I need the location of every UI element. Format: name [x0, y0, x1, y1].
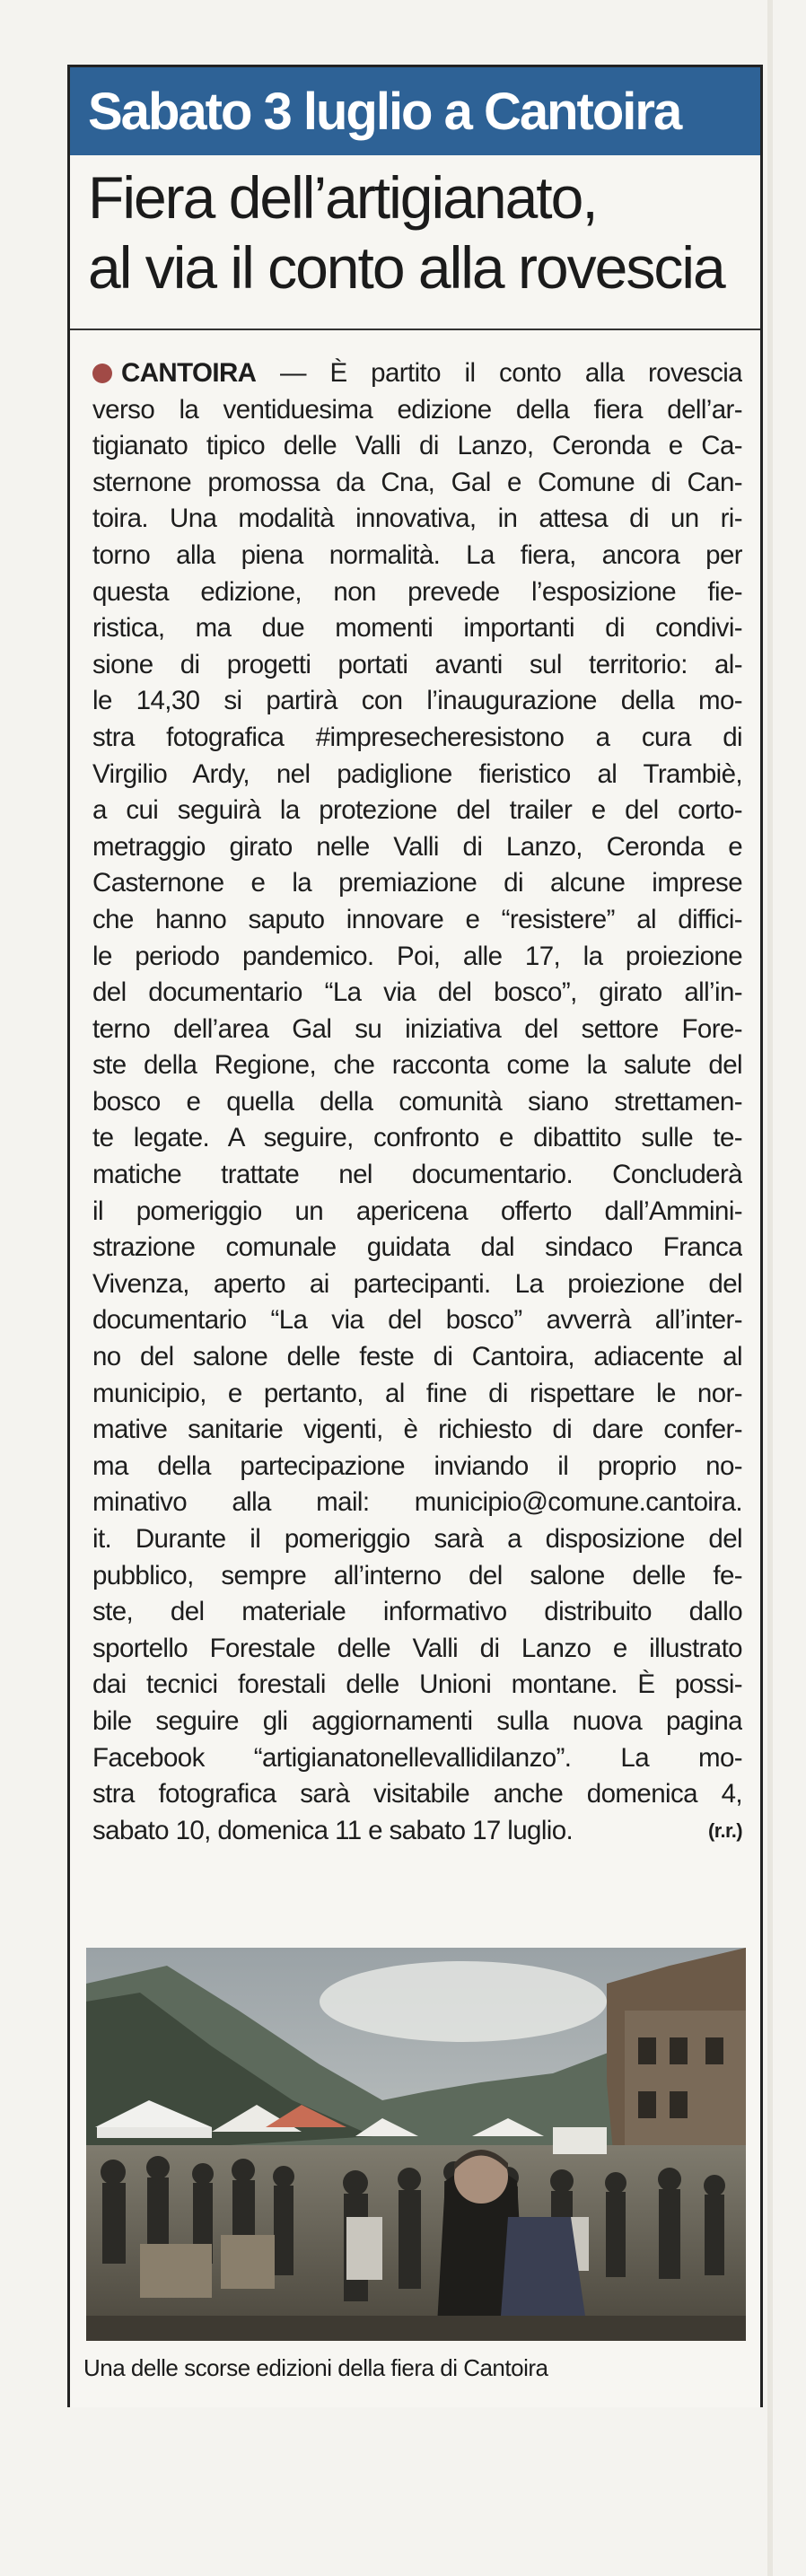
- body-line: — È partito il conto alla rovescia: [256, 358, 742, 388]
- body-line: [92, 465, 742, 502]
- body-line-text: verso la ventiduesima edizione della fiera dell’ar-: [92, 394, 742, 425]
- body-line-text: minativo alla mail: municipio@comune.cantoira.: [92, 1487, 742, 1518]
- body-line-text: mative sanitarie vigenti, è richiesto di dare confer-: [92, 1415, 742, 1445]
- body-line-text: tigianato tipico delle Valli di Lanzo, Ceronda e Ca-: [92, 431, 742, 461]
- body-line: [92, 538, 742, 574]
- body-line-text: le 14,30 si partirà con l’inaugurazione della mo-: [92, 686, 742, 716]
- body-line: [92, 975, 742, 1012]
- body-line: [92, 757, 742, 793]
- body-line-text: stra fotografica sarà visitabile anche domenica 4,: [92, 1779, 742, 1809]
- body-line: [92, 392, 742, 429]
- body-line: [92, 574, 742, 611]
- body-line-text: strazione comunale guidata dal sindaco Franca: [92, 1232, 742, 1263]
- body-line: [92, 1631, 742, 1668]
- body-line-text: toira. Una modalità innovativa, in attesa di un ri-: [92, 504, 742, 534]
- body-line: [92, 1558, 742, 1595]
- body-line: [92, 1157, 742, 1194]
- body-line: [92, 829, 742, 866]
- body-line: [92, 647, 742, 684]
- body-line: [92, 720, 742, 757]
- body-line: [92, 1740, 742, 1777]
- newspaper-article: [67, 65, 763, 2407]
- body-line-text: Casternone e la premiazione di alcune imprese: [92, 868, 742, 898]
- event-photo: [86, 1948, 746, 2341]
- headline-line-1: Fiera dell’artigianato,: [88, 164, 597, 231]
- body-line-text: sportello Forestale delle Valli di Lanzo e illustrato: [92, 1633, 742, 1663]
- body-line-text: pubblico, sempre all’interno del salone delle fe-: [92, 1560, 742, 1590]
- body-line: [92, 1012, 742, 1048]
- body-line-text: sione di progetti portati avanti sul territorio: al-: [92, 649, 742, 679]
- body-line: [92, 1813, 742, 1850]
- body-line-first: [92, 355, 742, 392]
- body-line: [92, 1230, 742, 1266]
- body-line: [92, 1376, 742, 1413]
- body-line: [92, 1704, 742, 1740]
- body-line: [92, 1194, 742, 1231]
- body-line: [92, 1047, 742, 1084]
- body-line-text: Vivenza, aperto ai partecipanti. La proiezione del: [92, 1268, 742, 1299]
- body-line-text: a cui seguirà la protezione del trailer e del corto-: [92, 795, 742, 826]
- author-signature: (r.r.): [708, 1818, 742, 1842]
- body-line-text: del documentario “La via del bosco”, girato all’in-: [92, 977, 742, 1008]
- body-line-text: it. Durante il pomeriggio sarà a disposizione del: [92, 1524, 742, 1554]
- body-line-text: te legate. A seguire, confronto e dibattito sulle te-: [92, 1123, 742, 1153]
- body-line-text: ristica, ma due momenti importanti di condivi-: [92, 613, 742, 644]
- body-line-text: ste, del materiale informativo distribuito dallo: [92, 1597, 742, 1627]
- body-line: [92, 1449, 742, 1485]
- article-body: [70, 330, 760, 1849]
- body-line-text: Facebook “artigianatonellevallidilanzo”. La mo-: [92, 1742, 742, 1773]
- body-line-text: sabato 10, domenica 11 e sabato 17 luglio.: [92, 1815, 574, 1845]
- body-line: [92, 428, 742, 465]
- body-line: [92, 1120, 742, 1157]
- body-line-text: che hanno saputo innovare e “resistere” al diffici-: [92, 904, 742, 934]
- body-line: [92, 902, 742, 939]
- body-line-text: il pomeriggio un apericena offerto dall’Ammini-: [92, 1196, 742, 1226]
- headline: [70, 155, 760, 330]
- body-line-text: torno alla piena normalità. La fiera, ancora per: [92, 539, 742, 570]
- body-line-text: municipio, e pertanto, al fine di rispettare le nor-: [92, 1378, 742, 1408]
- body-line: [92, 865, 742, 902]
- body-line-text: ma della partecipazione inviando il proprio no-: [92, 1450, 742, 1481]
- body-line-text: ste della Regione, che racconta come la salute del: [92, 1050, 742, 1081]
- body-line: [92, 1594, 742, 1631]
- body-line-text: bile seguire gli aggiornamenti sulla nuova pagina: [92, 1705, 742, 1736]
- body-line-text: metraggio girato nelle Valli di Lanzo, Ceronda e: [92, 831, 742, 862]
- body-line: [92, 1412, 742, 1449]
- body-line: [92, 1302, 742, 1339]
- body-line: [92, 610, 742, 647]
- body-line: [92, 793, 742, 829]
- bullet-dot-icon: [92, 364, 112, 383]
- body-line-text: Virgilio Ardy, nel padiglione fieristico al Trambiè,: [92, 758, 742, 789]
- body-line-text: matiche trattate nel documentario. Concluderà: [92, 1160, 742, 1190]
- body-line: [92, 939, 742, 976]
- body-line-text: bosco e quella della comunità siano strettamen-: [92, 1086, 742, 1117]
- body-line-text: terno dell’area Gal su iniziativa del settore Fore-: [92, 1013, 742, 1044]
- body-line: [92, 1084, 742, 1121]
- body-line-text: stra fotografica #impresecheresistono a cura di: [92, 722, 742, 752]
- body-line: [92, 501, 742, 538]
- fair-crowd-photo: [86, 1948, 746, 2341]
- body-line: [92, 1667, 742, 1704]
- headline-line-2: al via il conto alla rovescia: [88, 234, 724, 301]
- body-line-text: sternone promossa da Cna, Gal e Comune di Can-: [92, 467, 742, 497]
- body-line: [92, 1339, 742, 1376]
- body-line-text: no del salone delle feste di Cantoira, adiacente al: [92, 1342, 742, 1372]
- kicker-banner: Sabato 3 luglio a Cantoira: [70, 67, 760, 155]
- body-line-text: documentario “La via del bosco” avverrà all’inter-: [92, 1305, 742, 1336]
- page-edge: [767, 0, 773, 2576]
- body-line: [92, 683, 742, 720]
- body-line-text: dai tecnici forestali delle Unioni montane. È possi-: [92, 1669, 742, 1700]
- body-line: [92, 1266, 742, 1303]
- body-line: [92, 1776, 742, 1813]
- body-line-text: questa edizione, non prevede l’esposizione fie-: [92, 576, 742, 607]
- body-line: [92, 1521, 742, 1558]
- body-line: [92, 1485, 742, 1521]
- body-line-text: le periodo pandemico. Poi, alle 17, la proiezione: [92, 941, 742, 971]
- photo-caption: Una delle scorse edizioni della fiera di Cantoira: [83, 2354, 548, 2381]
- dateline: CANTOIRA: [121, 358, 257, 388]
